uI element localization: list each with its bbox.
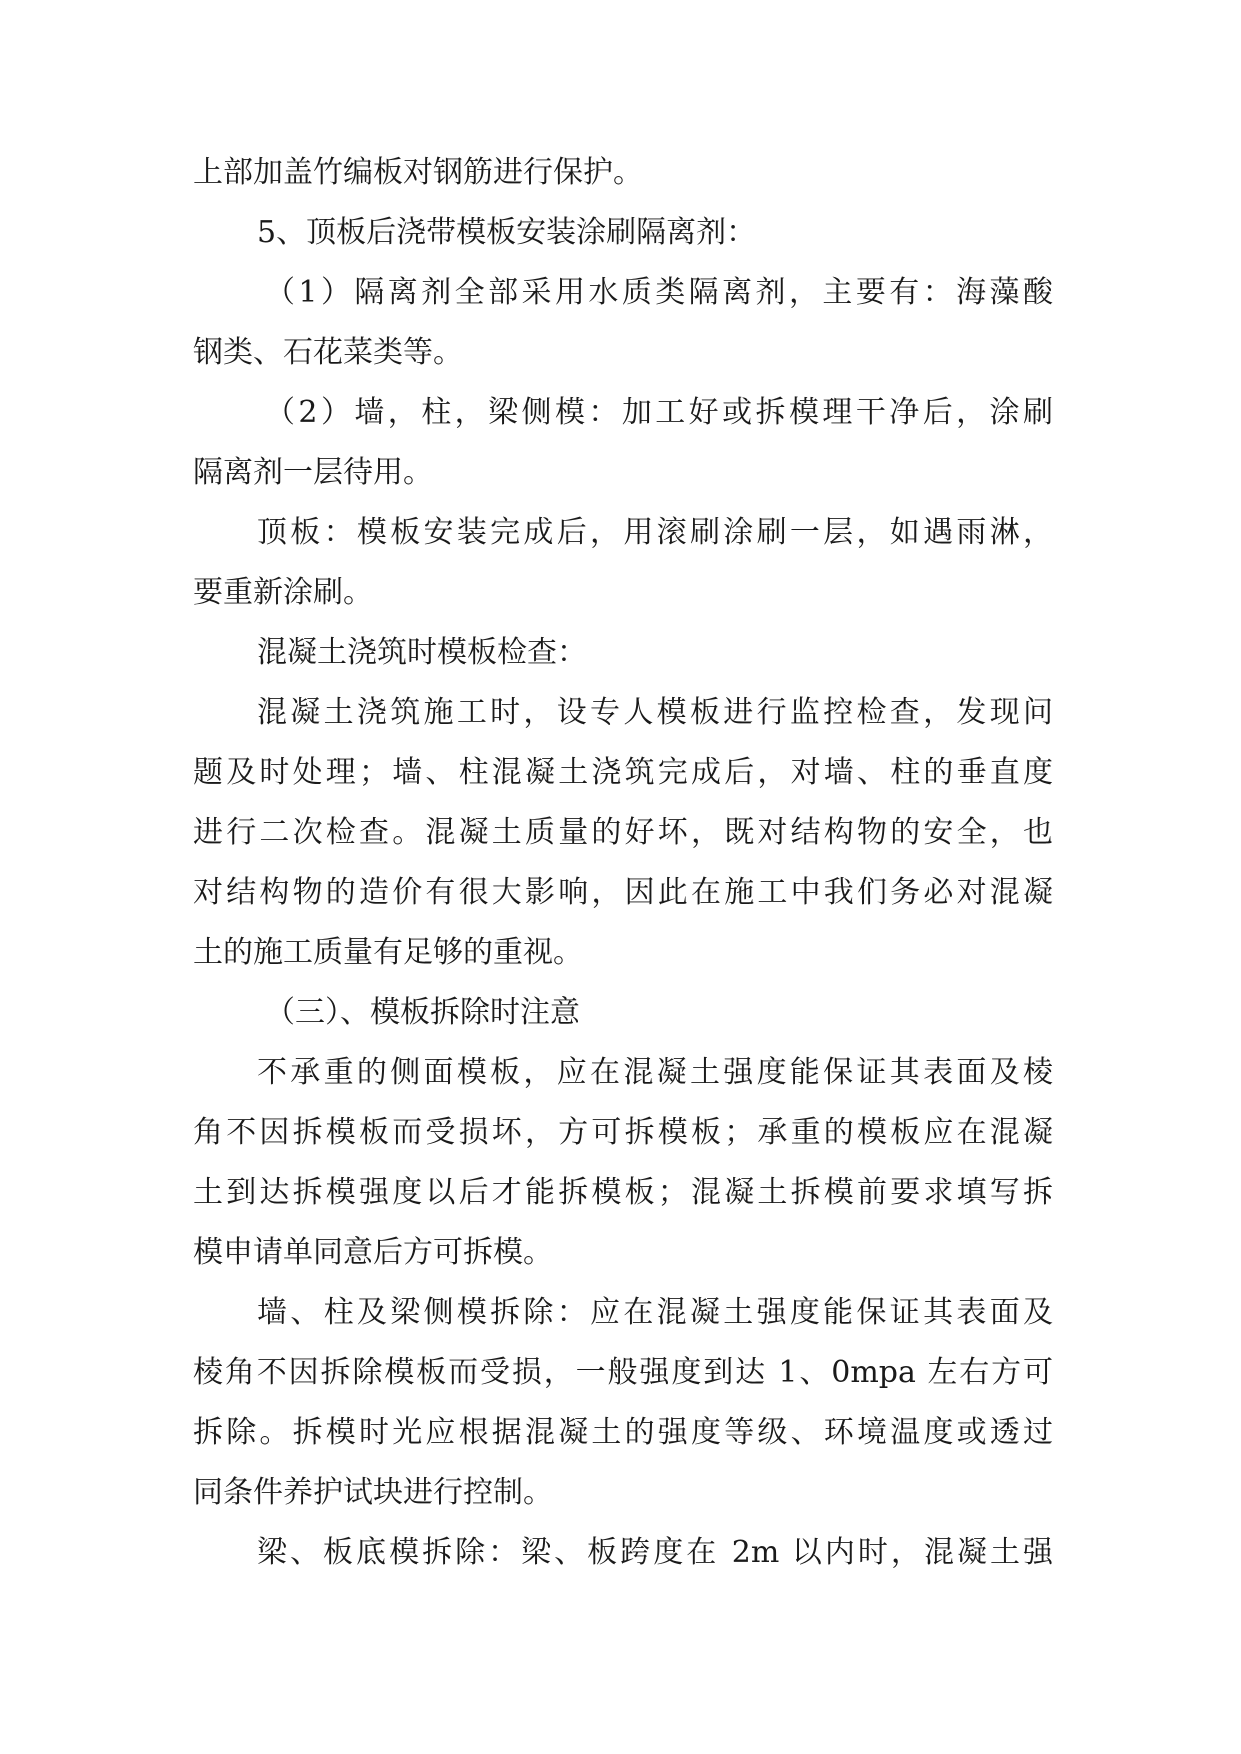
section-heading: （三）、模板拆除时注意 [265,995,580,1030]
text-line: 隔离剂一层待用。 [193,455,433,490]
text-line: 墙、柱及梁侧模拆除：应在混凝土强度能保证其表面及 [257,1295,1053,1330]
text-line: 题及时处理；墙、柱混凝土浇筑完成后，对墙、柱的垂直度 [193,755,1053,790]
text-line: 角不因拆模板而受损坏，方可拆模板；承重的模板应在混凝 [193,1115,1053,1150]
text-line: 顶板：模板安装完成后，用滚刷涂刷一层，如遇雨淋， [257,515,1053,550]
section-heading: 混凝土浇筑时模板检查： [257,635,587,670]
text-line: 拆除。拆模时光应根据混凝土的强度等级、环境温度或透过 [193,1415,1053,1450]
text-line: 梁、板底模拆除：梁、板跨度在 2m 以内时，混凝土强 [257,1535,1053,1570]
text-line: 棱角不因拆除模板而受损，一般强度到达 1、0mpa 左右方可 [193,1355,1053,1390]
text-line: 模申请单同意后方可拆模。 [193,1235,553,1270]
text-line: 不承重的侧面模板，应在混凝土强度能保证其表面及棱 [257,1055,1053,1090]
text-line: 土到达拆模强度以后才能拆模板；混凝土拆模前要求填写拆 [193,1175,1053,1210]
text-line: 钢类、石花菜类等。 [193,335,463,370]
text-line: 要重新涂刷。 [193,575,373,610]
text-line: 对结构物的造价有很大影响，因此在施工中我们务必对混凝 [193,875,1053,910]
text-line: 上部加盖竹编板对钢筋进行保护。 [193,155,643,190]
section-heading: 5、顶板后浇带模板安装涂刷隔离剂： [257,215,757,250]
text-line: （1）隔离剂全部采用水质类隔离剂，主要有：海藻酸 [265,275,1053,310]
text-line: （2）墙，柱，梁侧模：加工好或拆模理干净后，涂刷 [265,395,1053,430]
text-line: 进行二次检查。混凝土质量的好坏，既对结构物的安全，也 [193,815,1053,850]
text-line: 同条件养护试块进行控制。 [193,1475,553,1510]
text-line: 土的施工质量有足够的重视。 [193,935,583,970]
text-line: 混凝土浇筑施工时，设专人模板进行监控检查，发现问 [257,695,1053,730]
